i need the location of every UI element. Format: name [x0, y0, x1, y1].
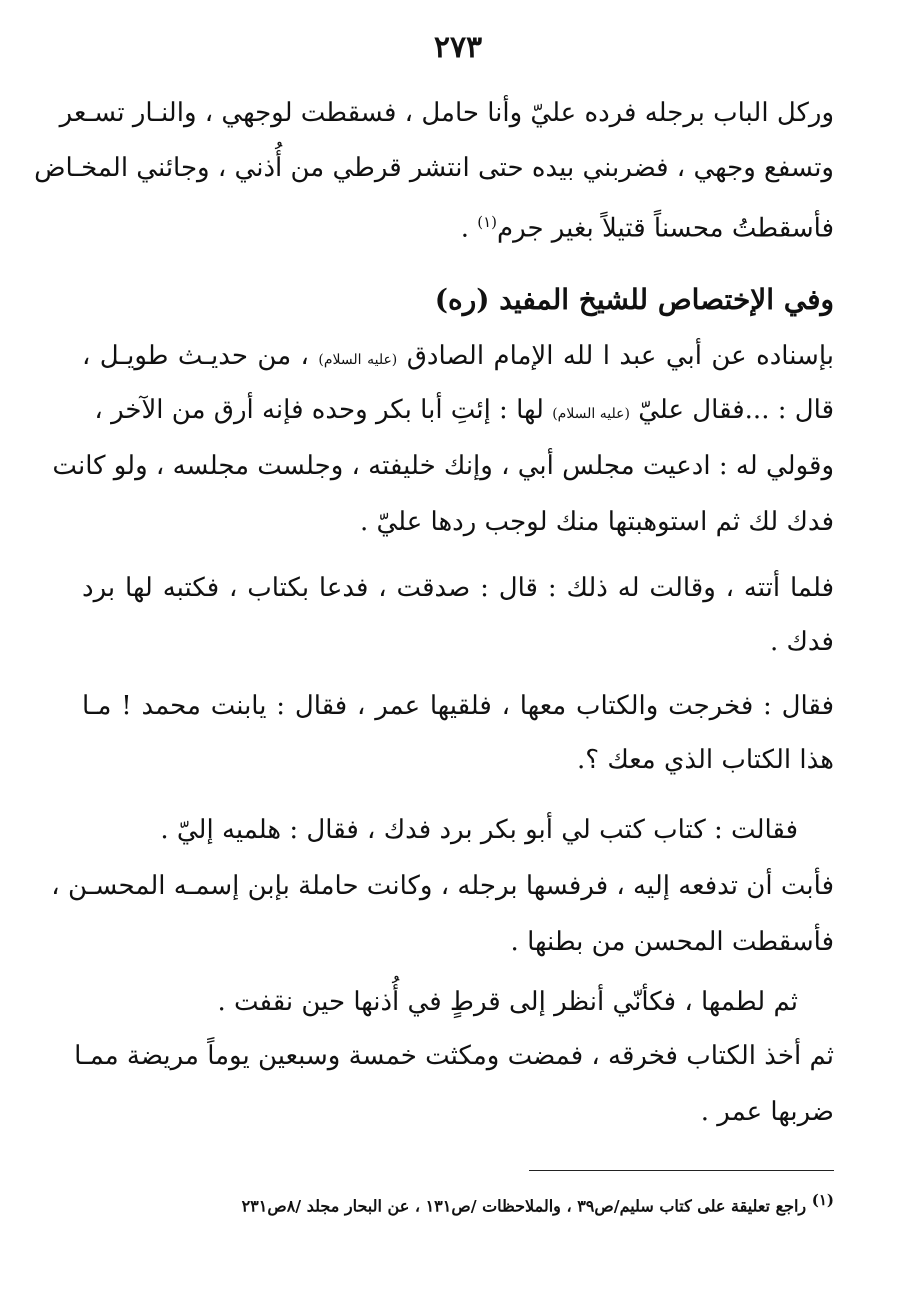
text-line-14: فأبت أن تدفعه إليه ، فرفسها برجله ، وكانت حاملة بإبن إسمـه المحسـن ، — [51, 871, 834, 901]
text-line-6 — [82, 390, 834, 430]
honorific-2: (عليه السلام) — [552, 406, 630, 422]
text-line-12: هذا الكتاب الذي معك ؟. — [577, 745, 834, 775]
text-line-15: فأسقطت المحسن من بطنها . — [510, 927, 834, 957]
honorific-1: (عليه السلام) — [318, 352, 398, 368]
text-line-6-a: قال : ...فقال عليّ — [629, 395, 834, 425]
text-line-8: فدك لك ثم استوهبتها منك لوجب ردها عليّ . — [359, 507, 834, 537]
text-line-3-body: فأسقطتُ محسناً قتيلاً بغير جرم — [497, 213, 834, 244]
page-number: ٢٧٣ — [433, 30, 483, 65]
text-line-10: فدك . — [769, 627, 834, 657]
footnote-marker: (١) — [477, 213, 497, 231]
text-line-13: فقالت : كتاب كتب لي أبو بكر برد فدك ، فقال : هلميه إليّ . — [160, 815, 798, 845]
text-line-3 — [82, 202, 834, 242]
text-line-16: ثم لطمها ، فكأنّي أنظر إلى قرطٍ في أُذنها حين نقفت . — [217, 987, 798, 1017]
footnote — [150, 1188, 834, 1218]
text-line-5 — [82, 336, 834, 376]
text-line-6-b: لها : إئتِ أبا بكر وحده فإنه أرق من الآخر ، — [94, 395, 553, 425]
footnote-number: (١) — [811, 1191, 834, 1209]
footnote-text: راجع تعليقة على كتاب سليم/ص٣٩ ، والملاحظات /ص١٣١ ، عن البحار مجلد /٨ص٢٣١ — [241, 1196, 812, 1216]
text-line-1: وركل الباب برجله فرده عليّ وأنا حامل ، فسقطت لوجهي ، والنـار تسـعر — [59, 98, 834, 128]
text-line-11: فقال : فخرجت والكتاب معها ، فلقيها عمر ، فقال : يابنت محمد ! مـا — [82, 691, 834, 721]
text-line-5-a: بإسناده عن أبي عبد ا لله الإمام الصادق — [397, 341, 835, 371]
text-line-3-end: . — [460, 213, 478, 244]
section-heading: وفي الإختصاص للشيخ المفيد (ره) — [434, 283, 834, 316]
text-line-17: ثم أخذ الكتاب فخرقه ، فمضت ومكثت خمسة وسبعين يوماً مريضة ممـا — [74, 1041, 834, 1071]
text-line-7: وقولي له : ادعيت مجلس أبي ، وإنك خليفته ، وجلست مجلسه ، ولو كانت — [52, 451, 834, 481]
text-line-9: فلما أتته ، وقالت له ذلك : قال : صدقت ، فدعا بكتاب ، فكتبه لها برد — [82, 573, 834, 603]
footnote-divider — [529, 1170, 834, 1171]
text-line-2: وتسفع وجهي ، فضربني بيده حتى انتشر قرطي من أُذني ، وجائني المخـاض — [34, 153, 834, 183]
text-line-18: ضربها عمر . — [700, 1097, 834, 1127]
text-line-5-b: ، من حديـث طويـل ، — [82, 341, 319, 371]
